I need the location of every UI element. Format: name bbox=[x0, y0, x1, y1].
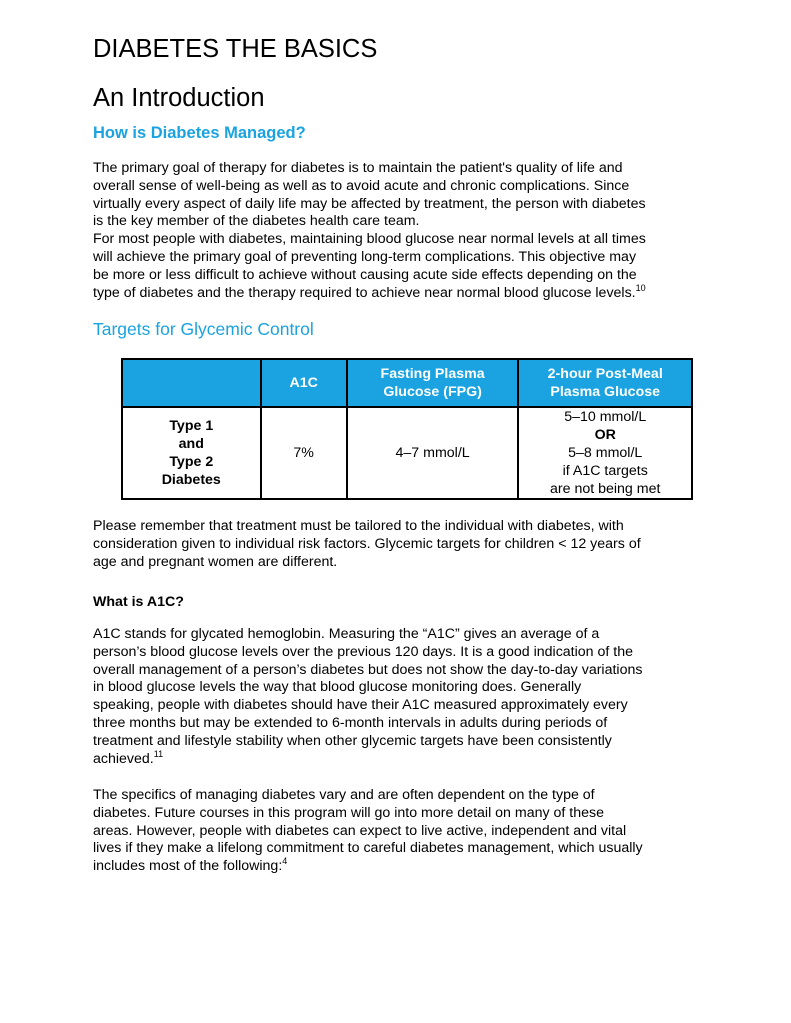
post-meal-line: are not being met bbox=[550, 481, 661, 497]
intro-paragraph bbox=[93, 160, 703, 302]
row-label-line: Diabetes bbox=[161, 472, 221, 488]
specifics-line: The specifics of managing diabetes vary and are often dependent on the type of bbox=[93, 787, 595, 803]
row-label-line: and bbox=[178, 436, 204, 452]
a1c-line: in blood glucose levels the way that blood glucose monitoring does. Generally bbox=[93, 679, 582, 696]
cell-post-meal-value bbox=[518, 407, 692, 499]
specifics-line-last bbox=[93, 858, 703, 876]
header-fpg bbox=[347, 359, 519, 407]
a1c-line: overall management of a person’s diabetes but does not show the day-to-day variations bbox=[93, 661, 643, 678]
post-meal-line: if A1C targets bbox=[562, 463, 648, 479]
cell-fpg-value: 4–7 mmol/L bbox=[347, 407, 519, 499]
table-row bbox=[122, 407, 692, 499]
specifics-line-text: includes most of the following: bbox=[93, 858, 283, 875]
post-meal-line: 5–8 mmol/L bbox=[568, 445, 643, 461]
document-subtitle: An Introduction bbox=[93, 84, 265, 112]
a1c-line: three months but may be extended to 6-month intervals in adults during periods of bbox=[93, 714, 608, 731]
post-meal-line: 5–10 mmol/L bbox=[564, 409, 647, 425]
section-heading-managed: How is Diabetes Managed? bbox=[93, 124, 306, 142]
row-label-diabetes-type bbox=[122, 407, 261, 499]
intro-line-last bbox=[93, 282, 703, 303]
intro-line: is the key member of the diabetes health care team. bbox=[93, 213, 420, 230]
header-post-meal-line: 2-hour Post-Meal bbox=[547, 366, 663, 382]
header-post-meal-line: Plasma Glucose bbox=[550, 384, 661, 400]
a1c-line: speaking, people with diabetes should have their A1C measured approximately every bbox=[93, 697, 628, 714]
a1c-line-last bbox=[93, 748, 703, 769]
header-fpg-line: Glucose (FPG) bbox=[383, 384, 482, 400]
reference-superscript: 4 bbox=[282, 856, 288, 867]
intro-line: will achieve the primary goal of preventing long-term complications. This objective may bbox=[93, 248, 637, 265]
reference-superscript: 10 bbox=[635, 282, 646, 293]
a1c-line: A1C stands for glycated hemoglobin. Measuring the “A1C” gives an average of a bbox=[93, 626, 600, 642]
a1c-line-text: achieved. bbox=[93, 750, 154, 767]
intro-line: virtually every aspect of daily life may be affected by treatment, the person with diabetes bbox=[93, 195, 646, 212]
cell-a1c-value: 7% bbox=[261, 407, 347, 499]
glycemic-targets-table bbox=[121, 358, 693, 500]
post-meal-or: OR bbox=[594, 427, 616, 443]
specifics-line: areas. However, people with diabetes can expect to live active, independent and vital bbox=[93, 822, 627, 839]
note-line: consideration given to individual risk factors. Glycemic targets for children < 12 years of bbox=[93, 535, 641, 552]
intro-line-text: type of diabetes and the therapy required to achieve near normal blood glucose levels. bbox=[93, 284, 636, 301]
targets-heading: Targets for Glycemic Control bbox=[93, 319, 314, 339]
table-header-row bbox=[122, 359, 692, 407]
intro-line: be more or less difficult to achieve without causing acute side effects depending on the bbox=[93, 266, 637, 283]
note-line: age and pregnant women are different. bbox=[93, 553, 338, 570]
a1c-line: person’s blood glucose levels over the previous 120 days. It is a good indication of the bbox=[93, 643, 633, 660]
intro-line: For most people with diabetes, maintaining blood glucose near normal levels at all times bbox=[93, 231, 646, 248]
a1c-heading: What is A1C? bbox=[93, 594, 184, 610]
a1c-line: treatment and lifestyle stability when other glycemic targets have been consistently bbox=[93, 732, 612, 749]
specifics-paragraph bbox=[93, 787, 703, 876]
row-label-line: Type 1 bbox=[169, 418, 214, 434]
note-line: Please remember that treatment must be tailored to the individual with diabetes, with bbox=[93, 518, 624, 534]
specifics-line: diabetes. Future courses in this program will go into more detail on many of these bbox=[93, 804, 605, 821]
header-fpg-line: Fasting Plasma bbox=[380, 366, 485, 382]
header-a1c: A1C bbox=[261, 359, 347, 407]
intro-line: The primary goal of therapy for diabetes is to maintain the patient's quality of life and bbox=[93, 160, 623, 176]
intro-line: overall sense of well-being as well as to avoid acute and chronic complications. Since bbox=[93, 177, 630, 194]
note-paragraph bbox=[93, 518, 703, 571]
row-label-line: Type 2 bbox=[169, 454, 214, 470]
header-post-meal bbox=[518, 359, 692, 407]
specifics-line: lives if they make a lifelong commitment to careful diabetes management, which usually bbox=[93, 840, 643, 857]
a1c-paragraph bbox=[93, 626, 703, 768]
header-blank-cell bbox=[122, 359, 261, 407]
reference-superscript: 11 bbox=[153, 748, 164, 759]
document-title: DIABETES THE BASICS bbox=[93, 35, 378, 63]
